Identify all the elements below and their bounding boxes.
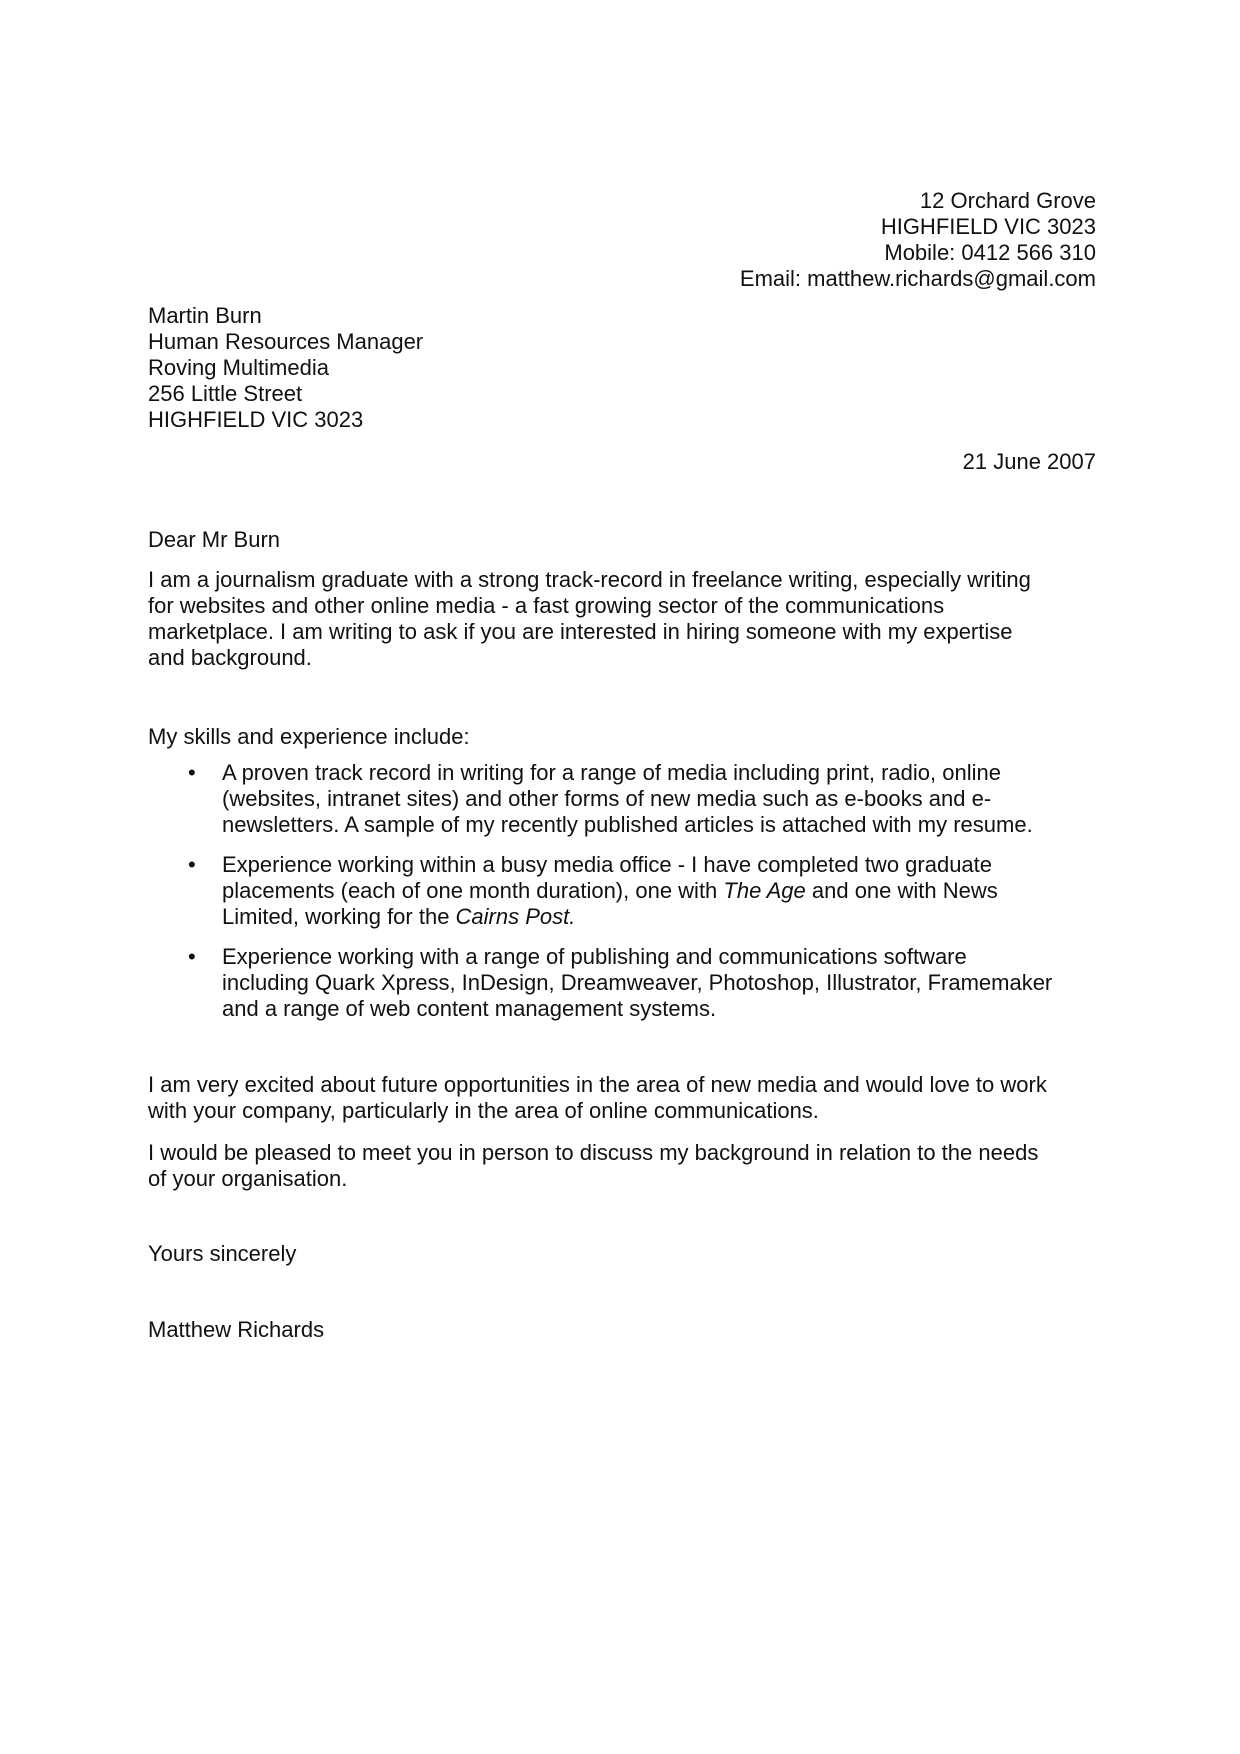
skills-list-item [148, 944, 1108, 1022]
bullet-icon: • [188, 760, 196, 785]
paragraph-line: with your company, particularly in the area of online communications. [148, 1098, 819, 1123]
recipient-company: Roving Multimedia [148, 355, 329, 380]
paragraph-line: and background. [148, 645, 312, 670]
paragraph-line: I am very excited about future opportunities in the area of new media and would love to work [148, 1072, 1047, 1097]
salutation: Dear Mr Burn [148, 527, 281, 552]
paragraph-line: marketplace. I am writing to ask if you are interested in hiring someone with my expertise [148, 619, 1013, 644]
publication-name: The Age [723, 878, 806, 903]
skills-list-item [148, 852, 1108, 930]
bullet-text: placements (each of one month duration), one with [222, 878, 724, 903]
paragraph-line: I would be pleased to meet you in person to discuss my background in relation to the needs [148, 1140, 1039, 1165]
bullet-line: newsletters. A sample of my recently published articles is attached with my resume. [222, 812, 1033, 837]
sender-mobile: Mobile: 0412 566 310 [884, 240, 1096, 265]
sender-city: HIGHFIELD VIC 3023 [880, 214, 1096, 239]
meeting-paragraph [148, 1140, 1108, 1192]
closing: Yours sincerely [148, 1241, 297, 1266]
bullet-icon: • [188, 944, 196, 969]
bullet-text: and one with News [805, 878, 998, 903]
recipient-address-block [148, 303, 423, 433]
sender-email: Email: matthew.richards@gmail.com [739, 266, 1096, 291]
bullet-text: Limited, working for the [222, 904, 456, 929]
bullet-line: and a range of web content management systems. [222, 996, 717, 1021]
publication-name: Cairns Post. [455, 904, 576, 929]
bullet-line: Experience working within a busy media office - I have completed two graduate [222, 852, 993, 877]
bullet-line: including Quark Xpress, InDesign, Dreamweaver, Photoshop, Illustrator, Framemaker [222, 970, 1053, 995]
intro-paragraph [148, 567, 1108, 671]
skills-list-item [148, 760, 1108, 838]
recipient-city: HIGHFIELD VIC 3023 [148, 407, 364, 432]
sender-address-block [740, 188, 1096, 292]
signature-name: Matthew Richards [148, 1317, 325, 1342]
skills-list [148, 760, 1108, 1036]
recipient-title: Human Resources Manager [148, 329, 424, 354]
paragraph-line: of your organisation. [148, 1166, 348, 1191]
recipient-name: Martin Burn [148, 303, 262, 328]
bullet-line: Experience working with a range of publishing and communications software [222, 944, 967, 969]
letter-date: 21 June 2007 [962, 449, 1096, 474]
bullet-icon: • [188, 852, 196, 877]
recipient-street: 256 Little Street [148, 381, 303, 406]
sender-street: 12 Orchard Grove [919, 188, 1096, 213]
bullet-line [222, 904, 1108, 930]
paragraph-line: for websites and other online media - a fast growing sector of the communications [148, 593, 945, 618]
paragraph-line: I am a journalism graduate with a strong track-record in freelance writing, especially writing [148, 567, 1031, 592]
bullet-line [222, 878, 1108, 904]
bullet-line: A proven track record in writing for a range of media including print, radio, online [222, 760, 1001, 785]
bullet-line: (websites, intranet sites) and other forms of new media such as e-books and e- [222, 786, 992, 811]
skills-intro: My skills and experience include: [148, 724, 470, 749]
enthusiasm-paragraph [148, 1072, 1108, 1124]
